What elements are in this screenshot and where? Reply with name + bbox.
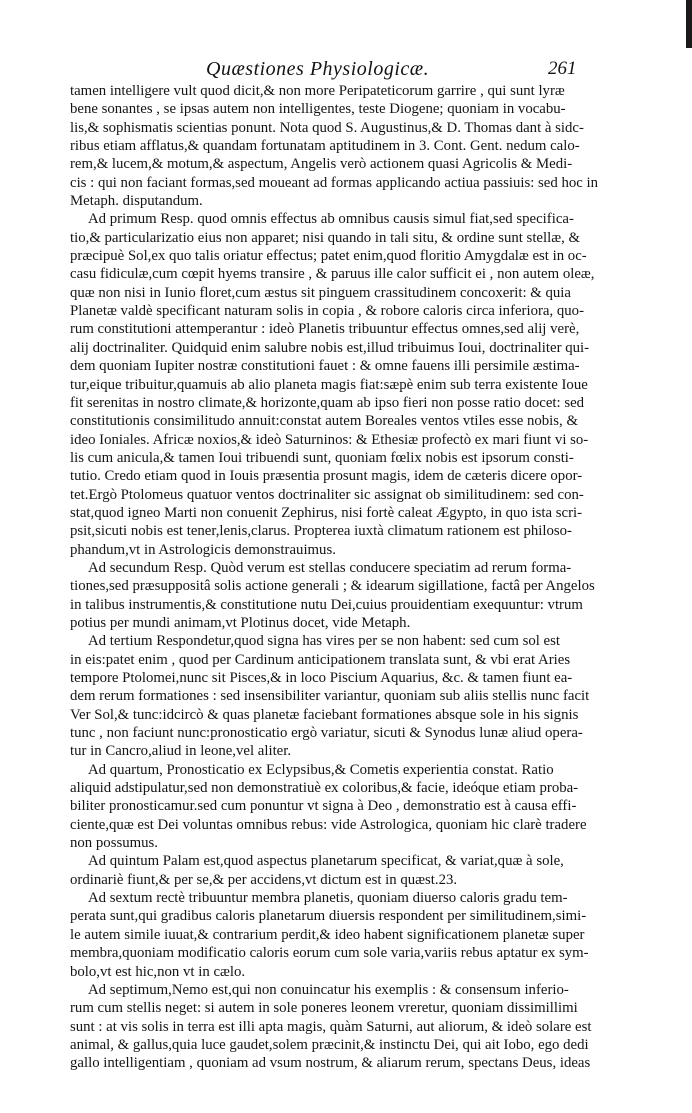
body-text [70,82,602,1073]
text-line: alij doctrinaliter. Quidquid enim salubre nobis est,illud tribuimus Ioui, doctrinaliter qui- [70,339,590,356]
text-line: bolo,vt est hic,non vt in cælo. [70,963,246,980]
text-line: perata sunt,qui gradibus caloris planetarum diuersis respondent per similitudinem,simi- [70,908,587,925]
text-line: biliter pronosticamur.sed cum ponuntur vt signa à Deo , demonstratio est à causa effi- [70,798,577,815]
text-line: bene sonantes , se ipsas autem non intelligentes, teste Diogene; quoniam in vocabu- [70,101,566,118]
text-line: constitutionis consimilitudo annuit:constat autem Boreales ventos vtiles esse nobis, & [70,413,578,430]
page-edge-mark [686,0,692,48]
text-line: rum constitutioni attemperantur : ideò Planetis tribuuntur effectus omnes,sed alij verè, [70,321,580,338]
paragraph-first-line: Ad quintum Palam est,quod aspectus planetarum specificat, & variat,quæ à sole, [88,853,564,870]
text-line: præcipuè Sol,ex quo talis oriatur effectus; patet enim,quod floritio Amygdalæ est in oc- [70,248,587,265]
page-number: 261 [548,58,577,79]
text-line: dem quoniam Iupiter nostræ constitutioni fauet : & omne fauens illi persimile æstima- [70,358,580,375]
text-line: aliquid adstipulatur,sed non demonstratiuè ex coloribus,& facie, ideóque etiam proba- [70,780,579,797]
text-line: cis : qui non faciant formas,sed moueant ad formas applicando actiua passiuis: sed hoc in [70,174,599,191]
text-line: potius per mundi animam,vt Plotinus docet, vide Metaph. [70,614,411,631]
text-line: tur,eique tribuitur,quamuis ab alio planeta magis fiat:sæpè enim sub terra existente Ioue [70,376,588,393]
text-line: gallo intelligentiam , quoniam ad vsum nostrum, & aliarum rerum, spectans Deus, ideas [70,1055,591,1072]
text-line: casu fidiculæ,cum cœpit hyems transire , & paruus ille calor sufficit ei , non autem oleæ, [70,266,595,283]
text-line: ribus etiam afflatus,& quandam fortunatam aptitudinem in 3. Cont. Gent. nedum calo- [70,138,580,155]
text-line: tio,& particularizatio eius non apparet; nisi quando in tali situ, & ordine sunt stellæ, & [70,229,580,246]
text-line: tur in Cancro,aliud in leone,vel aliter. [70,743,292,760]
text-line: tunc , non faciunt nunc:pronosticatio ergò variatur, sicuti & Synodus lunæ aliud opera- [70,725,583,742]
text-line: tet.Ergò Ptolomeus quatuor ventos doctrinaliter sic assignat ob similitudinem: sed con- [70,486,584,503]
paragraph-first-line: Ad primum Resp. quod omnis effectus ab omnibus causis simul fiat,sed specifica- [88,211,574,228]
text-line: in talibus instrumentis,& constitutione nutu Dei,cuius prouidentiam exequuntur: vtrum [70,596,583,613]
paragraph-first-line: Ad septimum,Nemo est,qui non conuincatur his exemplis : & consensum inferio- [88,981,569,998]
text-line: Metaph. disputandum. [70,193,203,210]
text-line: stat,quod igneo Marti non conuenit Zephirus, nisi fortè caleat Ægypto, in quo ista scri- [70,504,583,521]
text-line: fit serenitas in nostro climate,& horizonte,quam ab ipso fieri non posse ratio docet: sed [70,394,585,411]
paragraph-first-line: Ad quartum, Pronosticatio ex Eclypsibus,& Cometis experientia constat. Ratio [88,761,554,778]
text-line: dem rerum formationes : sed insensibiliter variantur, quoniam sub aliis stellis nunc facit [70,688,590,705]
text-line: le autem simile iuuat,& contrarium perdit,& ideo habent significationem planetæ super [70,926,585,943]
text-line: rem,& lucem,& motum,& aspectum, Angelis verò actionem quasi Agricolis & Medi- [70,156,573,173]
text-line: tiones,sed præsuppositâ solis actione generali ; & idearum sigillatione, factâ per Angelos [70,578,595,595]
text-line: lis cum anicula,& tamen Ioui tribuendi sunt, quoniam fœlix nobis est ipsorum consti- [70,449,574,466]
text-line: tempore Ptolomei,nunc sit Pisces,& in loco Piscium Aquarius, &c. & tamen fiunt ea- [70,670,573,686]
text-line: ideo Ioniales. Africæ noxios,& ideò Saturninos: & Ethesiæ profectò ex mari fiunt vi so- [70,431,589,448]
text-line: in eis:patet enim , quod per Cardinum anticipationem translata sunt, & vbi erat Aries [70,651,571,668]
text-line: quæ non nisi in Iunio floret,cum æstus sit pinguem crassitudinem concoxerit: & quia [70,284,571,301]
text-line: Ver Sol,& tunc:idcircò & quas planetæ faciebant formationes absque sole in his signis [70,706,579,723]
text-line: tutio. Credo etiam quod in Iouis præsentia prosunt magis, idem de cæteris dicere opor- [70,468,583,485]
text-line: membra,quoniam modificatio caloris eorum cum sole varia,variis rebus aptatur ex sym- [70,945,589,962]
text-line: sunt : at vis solis in terra est illi apta magis, quàm Saturni, aut aliorum, & ideò solare est [70,1018,592,1035]
text-line: rum cum stellis neget: si autem in sole poneres leonem vreretur, quoniam dissimillimi [70,1000,578,1017]
text-line: tamen intelligere vult quod dicit,& non more Peripateticorum garrire , qui sunt lyræ [70,83,565,99]
text-line: phandum,vt in Astrologicis demonstrauimus. [70,541,336,558]
text-line: non possumus. [70,835,158,852]
text-line: animal, & gallus,quia luce gaudet,solem præcinit,& instinctu Dei, qui ait Iobo, ego dedi [70,1036,589,1053]
paragraph-first-line: Ad secundum Resp. Quòd verum est stellas conducere speciatim ad rerum forma- [88,559,572,576]
text-line: lis,& sophismatis scientias ponunt. Nota quod S. Augustinus,& D. Thomas dant à sidc- [70,119,584,136]
running-head: Quæstiones Physiologicæ. [206,58,430,80]
paragraph-first-line: Ad sextum rectè tribuuntur membra planetis, quoniam diuerso caloris gradu tem- [88,890,568,907]
text-line: ciente,quæ est Dei voluntas omnibus rebus: vide Astrologica, quoniam hic clarè tradere [70,816,587,833]
paragraph-first-line: Ad tertium Respondetur,quod signa has vires per se non habent: sed cum sol est [88,633,560,650]
text-line: psit,sicuti nobis est tener,lenis,clarus. Propterea iuxtà climatum rationem est philoso- [70,523,572,540]
text-line: ordinariè fiunt,& per se,& per accidens,vt dictum est in quæst.23. [70,871,458,888]
text-line: Planetæ valdè specificant naturam solis in copia , & robore caloris circa inferiora, quo- [70,303,585,320]
